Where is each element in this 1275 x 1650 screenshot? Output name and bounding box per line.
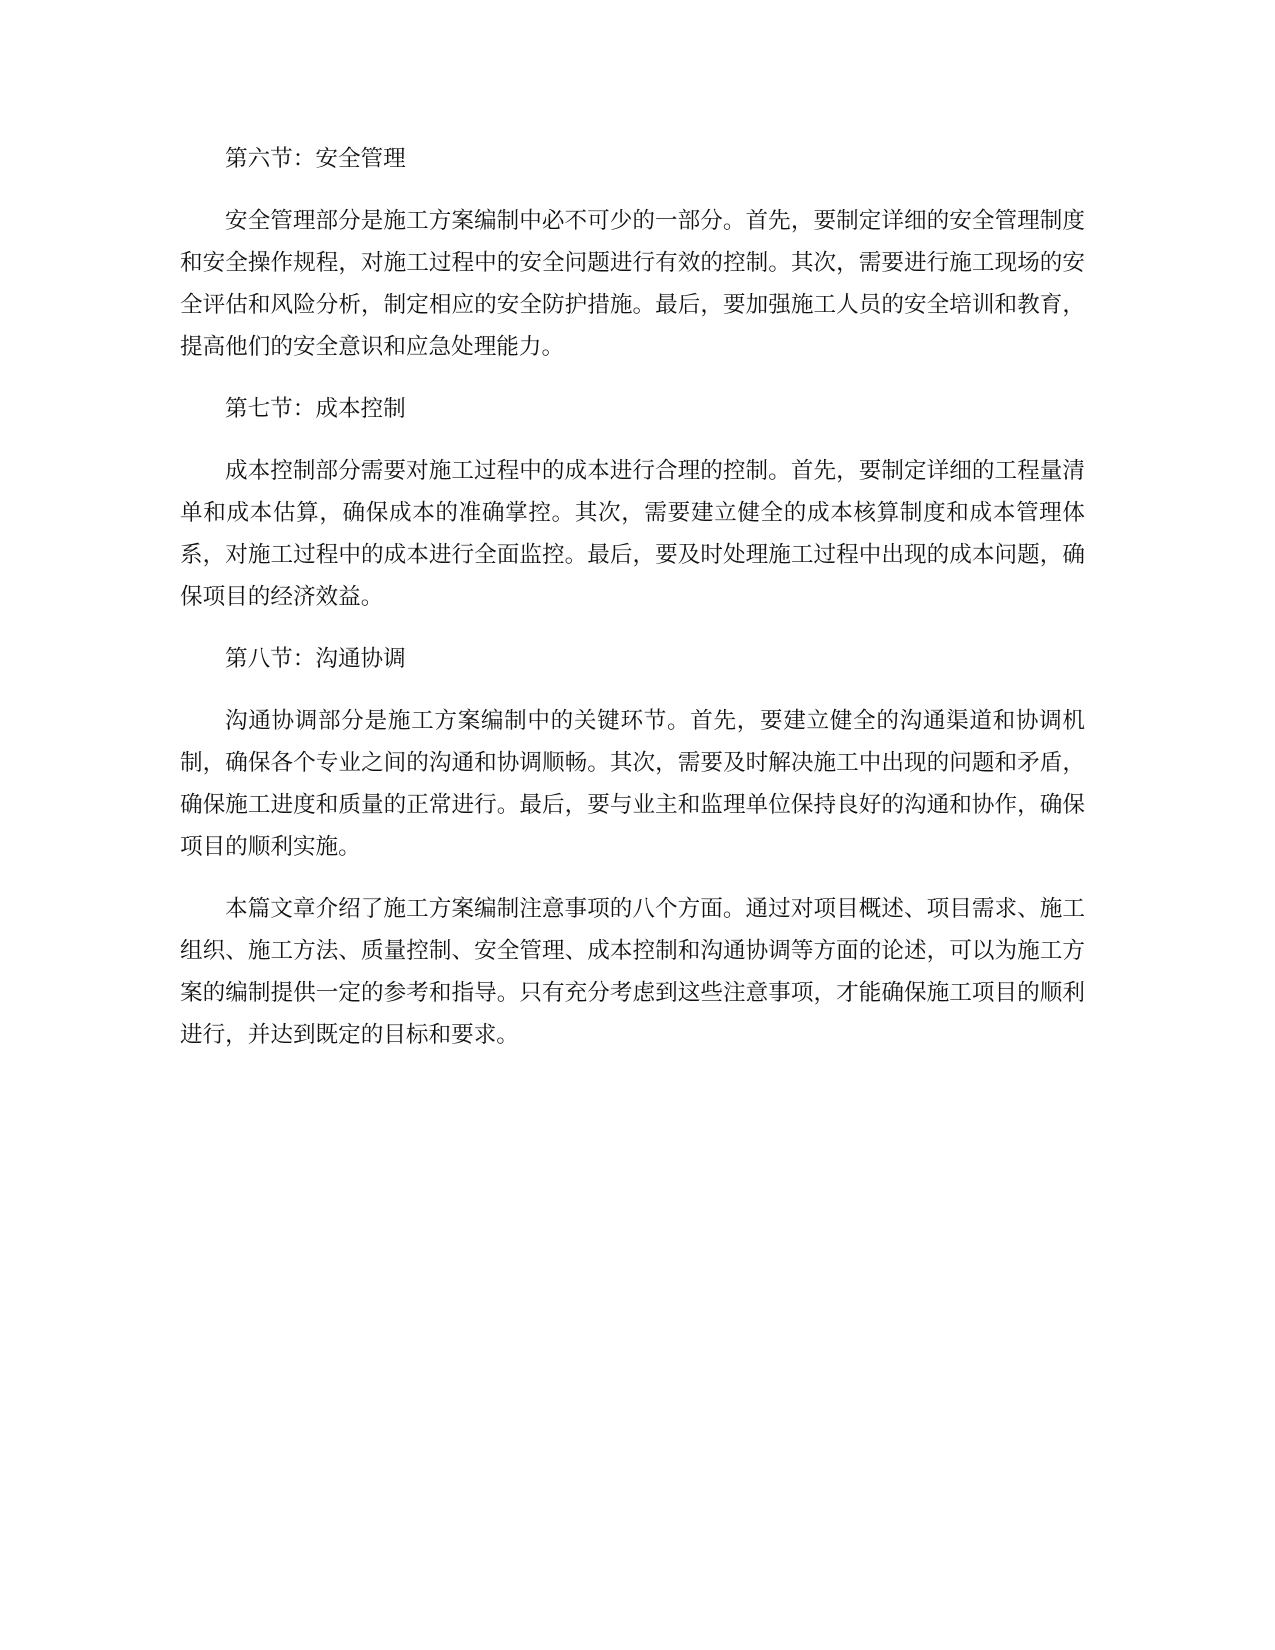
section-7-heading: 第七节：成本控制 [225, 396, 406, 422]
section-6-paragraph: 安全管理部分是施工方案编制中必不可少的一部分。首先，要制定详细的安全管理制度和安全操作规程，对施工过程中的安全问题进行有效的控制。其次，需要进行施工现场的安全评估和风险分析，制定相应的安全防护措施。最后，要加强施工人员的安全培训和教育，提高他们的安全意识和应急处理能力。 [180, 208, 1085, 360]
section-7-paragraph: 成本控制部分需要对施工过程中的成本进行合理的控制。首先，要制定详细的工程量清单和成本估算，确保成本的准确掌控。其次，需要建立健全的成本核算制度和成本管理体系，对施工过程中的成本进行全面监控。最后，要及时处理施工过程中出现的成本问题，确保项目的经济效益。 [180, 458, 1085, 610]
conclusion-paragraph: 本篇文章介绍了施工方案编制注意事项的八个方面。通过对项目概述、项目需求、施工组织、施工方法、质量控制、安全管理、成本控制和沟通协调等方面的论述，可以为施工方案的编制提供一定的参考和指导。只有充分考虑到这些注意事项，才能确保施工项目的顺利进行，并达到既定的目标和要求。 [180, 896, 1085, 1048]
section-8-heading: 第八节：沟通协调 [225, 646, 406, 672]
section-8-paragraph: 沟通协调部分是施工方案编制中的关键环节。首先，要建立健全的沟通渠道和协调机制，确保各个专业之间的沟通和协调顺畅。其次，需要及时解决施工中出现的问题和矛盾，确保施工进度和质量的正常进行。最后，要与业主和监理单位保持良好的沟通和协作，确保项目的顺利实施。 [180, 708, 1085, 860]
document-page [180, 138, 1085, 1076]
section-6-heading: 第六节：安全管理 [225, 146, 406, 172]
